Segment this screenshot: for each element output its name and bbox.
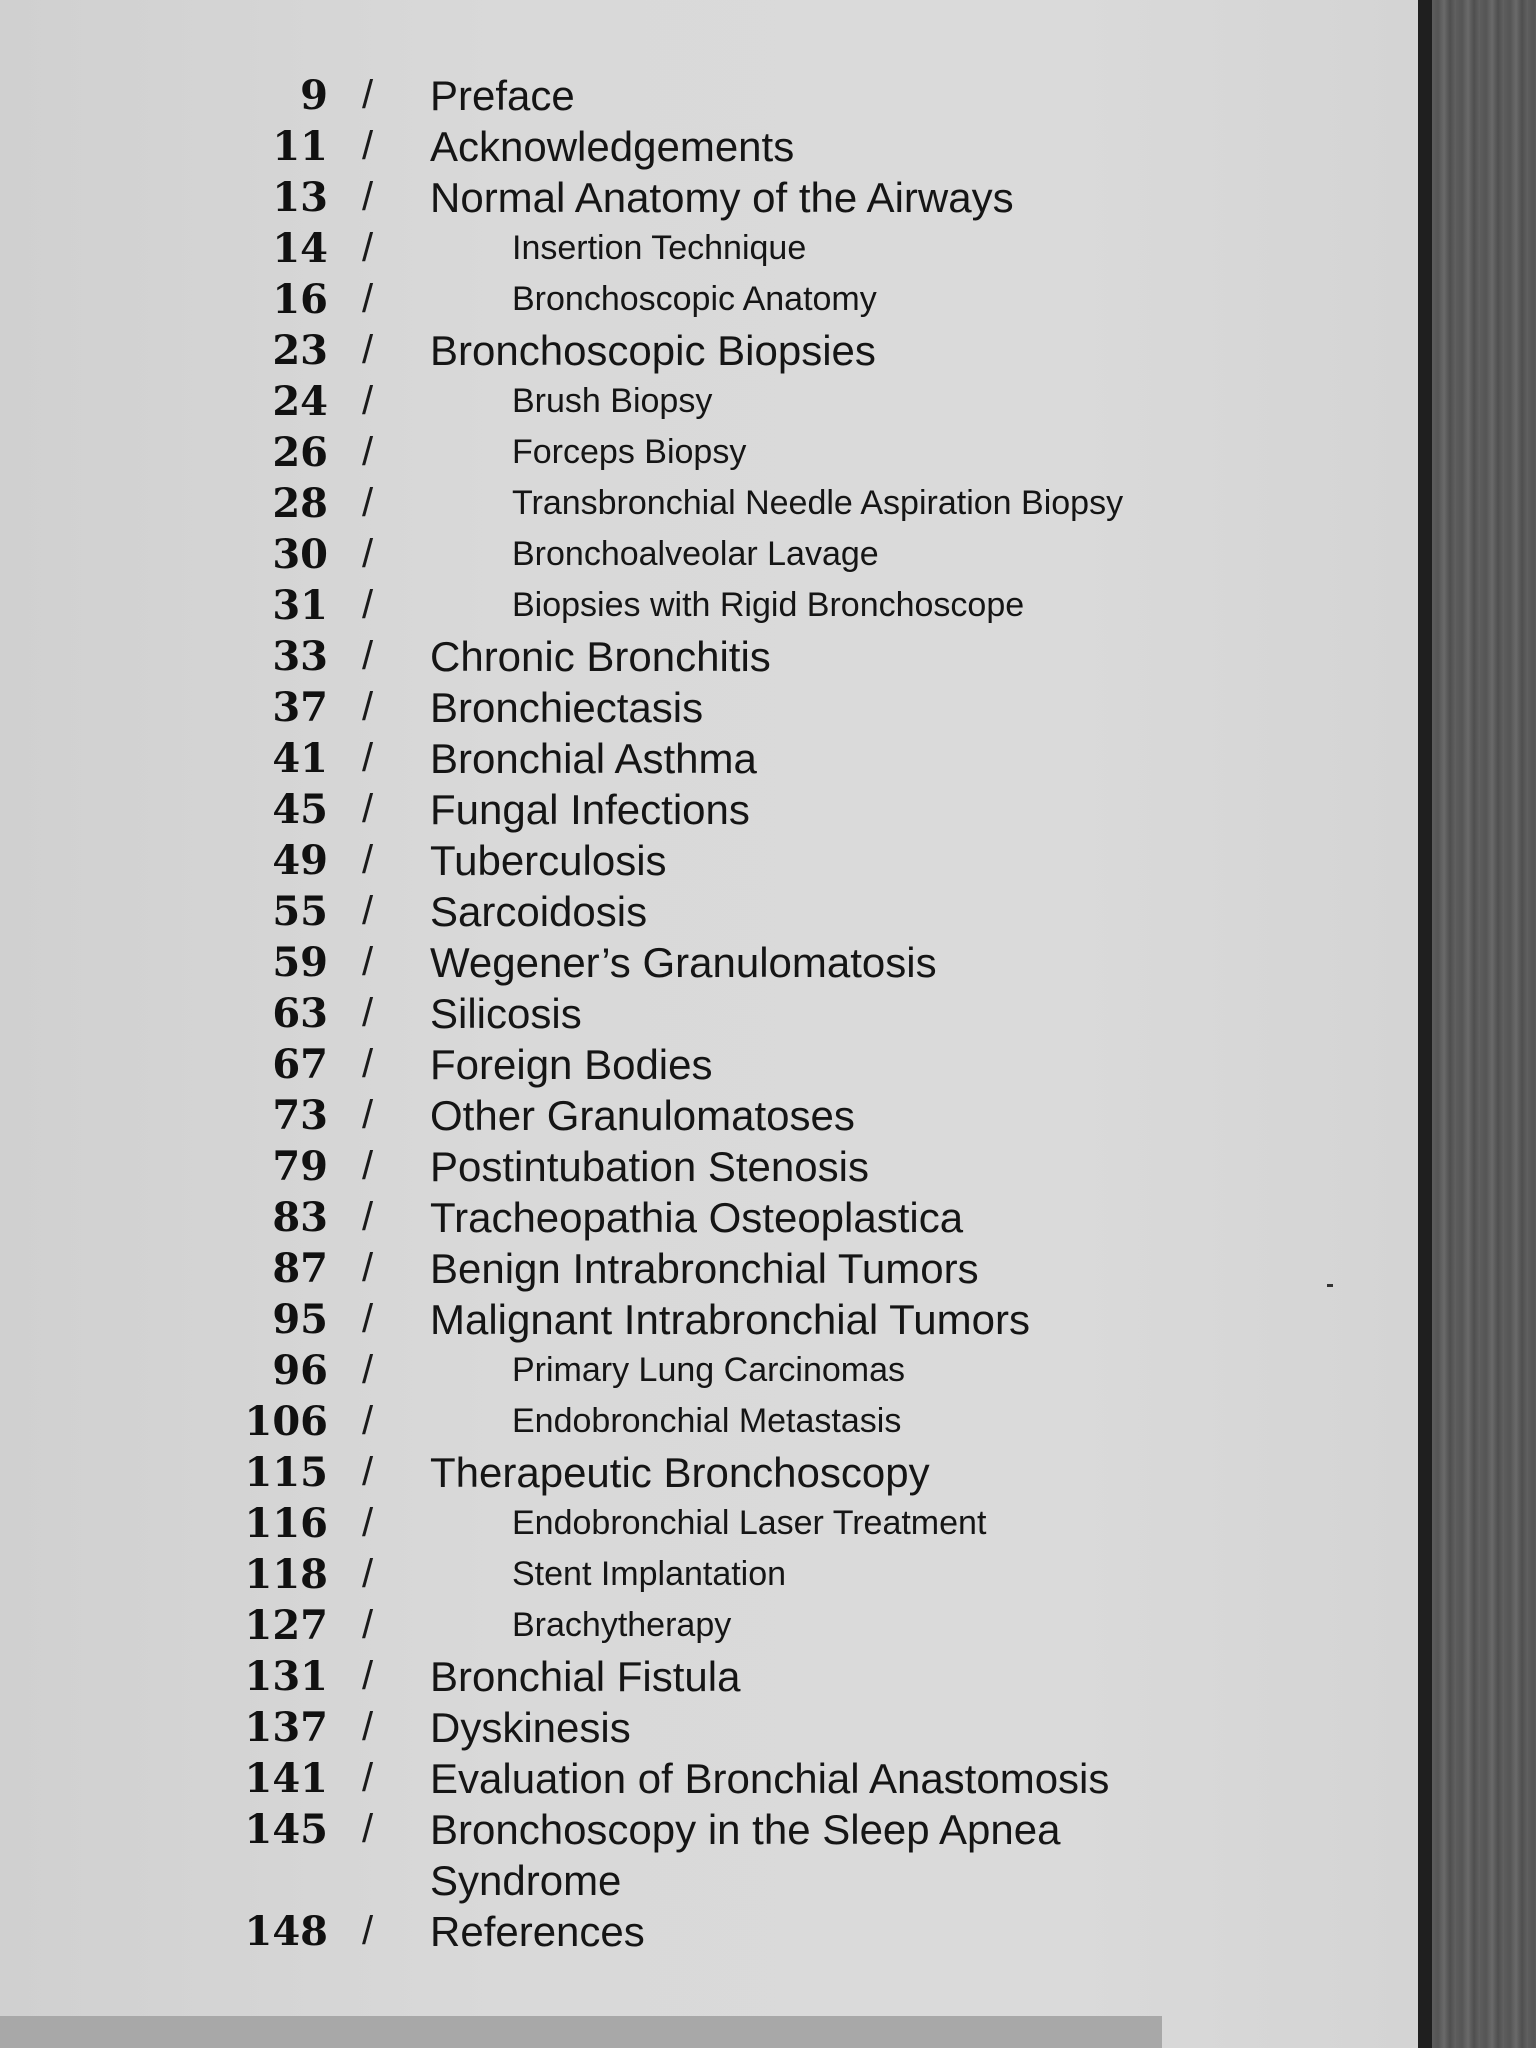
separator: / bbox=[362, 1603, 374, 1647]
page-number: 13 bbox=[272, 174, 328, 221]
toc-row-sarcoidosis bbox=[0, 886, 1418, 937]
toc-row-wegeners bbox=[0, 937, 1418, 988]
page-number: 14 bbox=[272, 225, 328, 272]
toc-title: Bronchoscopy in the Sleep Apnea Syndrome bbox=[430, 1806, 1061, 1904]
toc-title: Benign Intrabronchial Tumors bbox=[430, 1245, 979, 1292]
page-edge-shadow bbox=[1418, 0, 1432, 2048]
separator: / bbox=[362, 1552, 374, 1596]
toc-row-brush-biopsy bbox=[0, 376, 1418, 427]
page-number: 95 bbox=[272, 1296, 328, 1343]
toc-row-bronchoscopic-biopsies bbox=[0, 325, 1418, 376]
page-number: 145 bbox=[244, 1806, 328, 1853]
toc-row-preface bbox=[0, 70, 1418, 121]
bottom-band bbox=[0, 2016, 1162, 2048]
toc-row-fungal-infections bbox=[0, 784, 1418, 835]
page-number: 55 bbox=[272, 888, 328, 935]
toc-row-dyskinesis bbox=[0, 1702, 1418, 1753]
toc-title: Acknowledgements bbox=[430, 123, 795, 170]
separator: / bbox=[362, 226, 374, 270]
page-number: 115 bbox=[244, 1449, 328, 1496]
toc-row-stent-implantation bbox=[0, 1549, 1418, 1600]
toc-row-rigid-bronchoscope bbox=[0, 580, 1418, 631]
toc-row-postintubation-stenosis bbox=[0, 1141, 1418, 1192]
separator: / bbox=[362, 1144, 374, 1188]
toc-row-benign-tumors bbox=[0, 1243, 1418, 1294]
wood-background bbox=[1432, 0, 1536, 2048]
toc-title: Normal Anatomy of the Airways bbox=[430, 174, 1014, 221]
separator: / bbox=[362, 73, 374, 117]
separator: / bbox=[362, 1909, 374, 1953]
separator: / bbox=[362, 1246, 374, 1290]
separator: / bbox=[362, 889, 374, 933]
table-of-contents bbox=[0, 70, 1418, 1957]
toc-row-bronchiectasis bbox=[0, 682, 1418, 733]
toc-title: Fungal Infections bbox=[430, 786, 750, 833]
page-number: 26 bbox=[272, 429, 328, 476]
toc-subtitle: Bronchoscopic Anatomy bbox=[512, 280, 877, 318]
toc-row-primary-lung-carcinomas bbox=[0, 1345, 1418, 1396]
page-number: 30 bbox=[272, 531, 328, 578]
separator: / bbox=[362, 583, 374, 627]
separator: / bbox=[362, 1501, 374, 1545]
toc-row-tuberculosis bbox=[0, 835, 1418, 886]
toc-row-needle-aspiration bbox=[0, 478, 1418, 529]
page-number: 33 bbox=[272, 633, 328, 680]
page-number: 16 bbox=[272, 276, 328, 323]
toc-subtitle: Primary Lung Carcinomas bbox=[512, 1351, 906, 1389]
page-number: 148 bbox=[244, 1908, 328, 1955]
page-number: 137 bbox=[244, 1704, 328, 1751]
separator: / bbox=[362, 430, 374, 474]
separator: / bbox=[362, 532, 374, 576]
separator: / bbox=[362, 175, 374, 219]
separator: / bbox=[362, 1705, 374, 1749]
toc-row-bronchoscopic-anatomy bbox=[0, 274, 1418, 325]
separator: / bbox=[362, 277, 374, 321]
separator: / bbox=[362, 1399, 374, 1443]
toc-subtitle: Biopsies with Rigid Bronchoscope bbox=[512, 586, 1025, 624]
toc-title: Evaluation of Bronchial Anastomosis bbox=[430, 1755, 1110, 1802]
separator: / bbox=[362, 1756, 374, 1800]
toc-subtitle: Endobronchial Laser Treatment bbox=[512, 1504, 987, 1542]
toc-row-endobronchial-metastasis bbox=[0, 1396, 1418, 1447]
toc-subtitle: Brachytherapy bbox=[512, 1606, 732, 1644]
separator: / bbox=[362, 1195, 374, 1239]
separator: / bbox=[362, 481, 374, 525]
toc-row-laser-treatment bbox=[0, 1498, 1418, 1549]
toc-row-acknowledgements bbox=[0, 121, 1418, 172]
toc-title: Tuberculosis bbox=[430, 837, 667, 884]
page-number: 131 bbox=[244, 1653, 328, 1700]
toc-row-bronchial-anastomosis bbox=[0, 1753, 1418, 1804]
separator: / bbox=[362, 1042, 374, 1086]
toc-title: Silicosis bbox=[430, 990, 582, 1037]
toc-row-tracheopathia bbox=[0, 1192, 1418, 1243]
page-number: 28 bbox=[272, 480, 328, 527]
page-number: 37 bbox=[272, 684, 328, 731]
toc-row-bronchial-asthma bbox=[0, 733, 1418, 784]
toc-row-brachytherapy bbox=[0, 1600, 1418, 1651]
page-number: 31 bbox=[272, 582, 328, 629]
toc-row-normal-anatomy bbox=[0, 172, 1418, 223]
separator: / bbox=[362, 124, 374, 168]
toc-title: Preface bbox=[430, 72, 575, 119]
toc-title: Therapeutic Bronchoscopy bbox=[430, 1449, 930, 1496]
toc-title: Sarcoidosis bbox=[430, 888, 648, 935]
toc-title: Wegener’s Granulomatosis bbox=[430, 939, 937, 986]
toc-subtitle: Brush Biopsy bbox=[512, 382, 713, 420]
page-number: 127 bbox=[244, 1602, 328, 1649]
separator: / bbox=[362, 838, 374, 882]
separator: / bbox=[362, 1093, 374, 1137]
toc-subtitle: Bronchoalveolar Lavage bbox=[512, 535, 879, 573]
toc-row-bronchoalveolar-lavage bbox=[0, 529, 1418, 580]
page-number: 96 bbox=[272, 1347, 328, 1394]
toc-row-forceps-biopsy bbox=[0, 427, 1418, 478]
toc-row-references bbox=[0, 1906, 1418, 1957]
page-number: 59 bbox=[272, 939, 328, 986]
separator: / bbox=[362, 379, 374, 423]
toc-title: Bronchial Fistula bbox=[430, 1653, 741, 1700]
page-number: 49 bbox=[272, 837, 328, 884]
page-number: 79 bbox=[272, 1143, 328, 1190]
toc-subtitle: Insertion Technique bbox=[512, 229, 807, 267]
separator: / bbox=[362, 1807, 374, 1851]
toc-subtitle: Forceps Biopsy bbox=[512, 433, 747, 471]
toc-row-foreign-bodies bbox=[0, 1039, 1418, 1090]
separator: / bbox=[362, 634, 374, 678]
toc-row-malignant-tumors bbox=[0, 1294, 1418, 1345]
separator: / bbox=[362, 1654, 374, 1698]
ink-speck bbox=[1327, 1284, 1333, 1287]
toc-title: Bronchiectasis bbox=[430, 684, 704, 731]
page-number: 73 bbox=[272, 1092, 328, 1139]
page-number: 41 bbox=[272, 735, 328, 782]
separator: / bbox=[362, 1450, 374, 1494]
toc-title: Postintubation Stenosis bbox=[430, 1143, 869, 1190]
page-number: 106 bbox=[244, 1398, 328, 1445]
separator: / bbox=[362, 685, 374, 729]
toc-title: Malignant Intrabronchial Tumors bbox=[430, 1296, 1030, 1343]
toc-subtitle: Stent Implantation bbox=[512, 1555, 787, 1593]
separator: / bbox=[362, 787, 374, 831]
page-number: 118 bbox=[244, 1551, 328, 1598]
toc-subtitle: Endobronchial Metastasis bbox=[512, 1402, 902, 1440]
toc-row-other-granulomatoses bbox=[0, 1090, 1418, 1141]
toc-row-silicosis bbox=[0, 988, 1418, 1039]
separator: / bbox=[362, 991, 374, 1035]
toc-title: Tracheopathia Osteoplastica bbox=[430, 1194, 964, 1241]
toc-title: References bbox=[430, 1908, 645, 1955]
toc-row-insertion-technique bbox=[0, 223, 1418, 274]
separator: / bbox=[362, 1297, 374, 1341]
toc-title: Other Granulomatoses bbox=[430, 1092, 855, 1139]
toc-row-bronchial-fistula bbox=[0, 1651, 1418, 1702]
toc-title: Bronchial Asthma bbox=[430, 735, 757, 782]
toc-title: Chronic Bronchitis bbox=[430, 633, 771, 680]
page-number: 11 bbox=[272, 123, 328, 170]
separator: / bbox=[362, 736, 374, 780]
toc-row-sleep-apnea bbox=[0, 1804, 1418, 1906]
toc-title: Foreign Bodies bbox=[430, 1041, 713, 1088]
page-number: 23 bbox=[272, 327, 328, 374]
toc-row-therapeutic-bronchoscopy bbox=[0, 1447, 1418, 1498]
separator: / bbox=[362, 328, 374, 372]
toc-title: Bronchoscopic Biopsies bbox=[430, 327, 876, 374]
page-number: 141 bbox=[244, 1755, 328, 1802]
page-number: 24 bbox=[272, 378, 328, 425]
page-number: 63 bbox=[272, 990, 328, 1037]
page-number: 83 bbox=[272, 1194, 328, 1241]
page-number: 9 bbox=[300, 72, 328, 119]
separator: / bbox=[362, 1348, 374, 1392]
toc-title: Dyskinesis bbox=[430, 1704, 631, 1751]
page-number: 67 bbox=[272, 1041, 328, 1088]
separator: / bbox=[362, 940, 374, 984]
page-number: 45 bbox=[272, 786, 328, 833]
toc-row-chronic-bronchitis bbox=[0, 631, 1418, 682]
page-number: 116 bbox=[244, 1500, 328, 1547]
page-number: 87 bbox=[272, 1245, 328, 1292]
toc-subtitle: Transbronchial Needle Aspiration Biopsy bbox=[512, 484, 1124, 522]
